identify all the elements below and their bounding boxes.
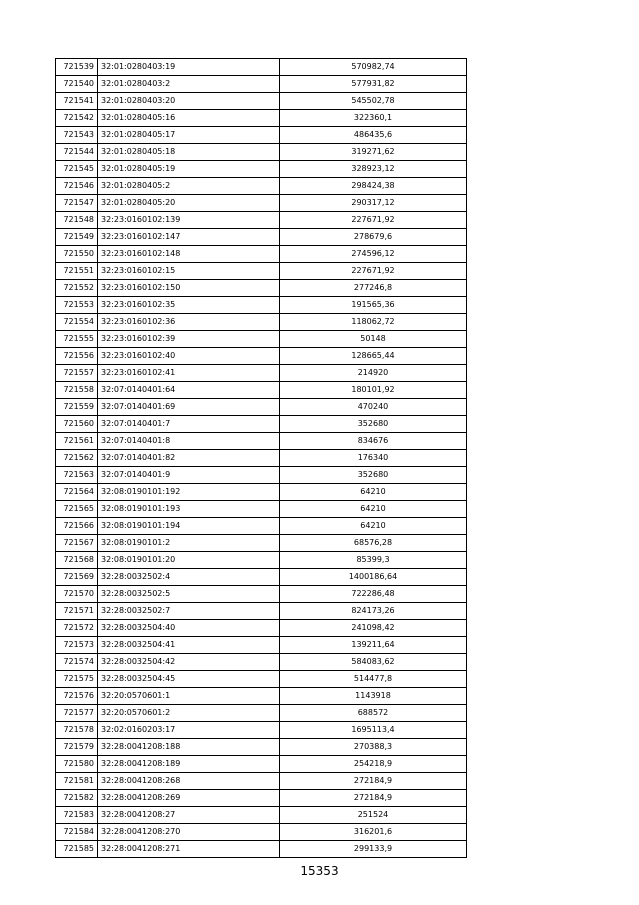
table-row [56,212,467,229]
cadastral-number-cell: 32:28:0041208:268 [98,773,280,790]
table-row [56,110,467,127]
table-row [56,263,467,280]
table-row [56,365,467,382]
cadastral-value-cell: 316201,6 [280,824,467,841]
table-row [56,586,467,603]
cadastral-value-cell: 118062,72 [280,314,467,331]
row-number-cell: 721574 [56,654,98,671]
cadastral-number-cell: 32:07:0140401:9 [98,467,280,484]
cadastral-number-cell: 32:23:0160102:40 [98,348,280,365]
row-number-cell: 721566 [56,518,98,535]
table-row [56,127,467,144]
table-row [56,59,467,76]
cadastral-number-cell: 32:20:0570601:1 [98,688,280,705]
cadastral-number-cell: 32:20:0570601:2 [98,705,280,722]
row-number-cell: 721548 [56,212,98,229]
row-number-cell: 721564 [56,484,98,501]
cadastral-value-cell: 290317,12 [280,195,467,212]
cadastral-value-cell: 85399,3 [280,552,467,569]
row-number-cell: 721541 [56,93,98,110]
row-number-cell: 721565 [56,501,98,518]
cadastral-value-cell: 1695113,4 [280,722,467,739]
cadastral-number-cell: 32:01:0280403:19 [98,59,280,76]
table-row [56,399,467,416]
cadastral-value-cell: 180101,92 [280,382,467,399]
row-number-cell: 721576 [56,688,98,705]
cadastral-number-cell: 32:23:0160102:39 [98,331,280,348]
cadastral-number-cell: 32:23:0160102:147 [98,229,280,246]
table-row [56,637,467,654]
cadastral-value-cell: 272184,9 [280,773,467,790]
cadastral-value-cell: 834676 [280,433,467,450]
cadastral-number-cell: 32:28:0032504:45 [98,671,280,688]
row-number-cell: 721584 [56,824,98,841]
table-row [56,552,467,569]
cadastral-number-cell: 32:28:0032502:7 [98,603,280,620]
table-row [56,705,467,722]
cadastral-number-cell: 32:28:0041208:27 [98,807,280,824]
cadastral-value-cell: 214920 [280,365,467,382]
table-row [56,314,467,331]
row-number-cell: 721557 [56,365,98,382]
row-number-cell: 721573 [56,637,98,654]
table-row [56,280,467,297]
table-row [56,569,467,586]
row-number-cell: 721560 [56,416,98,433]
cadastral-value-cell: 278679,6 [280,229,467,246]
cadastral-number-cell: 32:01:0280405:20 [98,195,280,212]
cadastral-number-cell: 32:23:0160102:41 [98,365,280,382]
row-number-cell: 721558 [56,382,98,399]
cadastral-value-cell: 514477,8 [280,671,467,688]
cadastral-number-cell: 32:23:0160102:148 [98,246,280,263]
cadastral-value-cell: 352680 [280,467,467,484]
table-row [56,535,467,552]
cadastral-value-cell: 64210 [280,484,467,501]
cadastral-number-cell: 32:01:0280405:16 [98,110,280,127]
cadastral-value-cell: 128665,44 [280,348,467,365]
table-row [56,841,467,858]
cadastral-value-cell: 584083,62 [280,654,467,671]
cadastral-value-cell: 227671,92 [280,263,467,280]
cadastral-value-cell: 577931,82 [280,76,467,93]
row-number-cell: 721539 [56,59,98,76]
cadastral-value-cell: 486435,6 [280,127,467,144]
row-number-cell: 721575 [56,671,98,688]
cadastral-value-cell: 298424,38 [280,178,467,195]
table-row [56,195,467,212]
table-row [56,501,467,518]
row-number-cell: 721583 [56,807,98,824]
cadastral-value-cell: 328923,12 [280,161,467,178]
cadastral-number-cell: 32:23:0160102:15 [98,263,280,280]
row-number-cell: 721580 [56,756,98,773]
cadastral-number-cell: 32:23:0160102:139 [98,212,280,229]
table-row [56,297,467,314]
table-row [56,654,467,671]
row-number-cell: 721542 [56,110,98,127]
row-number-cell: 721582 [56,790,98,807]
cadastral-value-cell: 270388,3 [280,739,467,756]
cadastral-number-cell: 32:08:0190101:192 [98,484,280,501]
cadastral-number-cell: 32:01:0280403:2 [98,76,280,93]
cadastral-number-cell: 32:23:0160102:36 [98,314,280,331]
cadastral-number-cell: 32:28:0032504:41 [98,637,280,654]
cadastral-number-cell: 32:01:0280405:17 [98,127,280,144]
table-row [56,450,467,467]
cadastral-number-cell: 32:07:0140401:7 [98,416,280,433]
row-number-cell: 721540 [56,76,98,93]
cadastral-value-cell: 64210 [280,518,467,535]
cadastral-value-cell: 274596,12 [280,246,467,263]
row-number-cell: 721561 [56,433,98,450]
row-number-cell: 721578 [56,722,98,739]
row-number-cell: 721581 [56,773,98,790]
cadastral-number-cell: 32:07:0140401:69 [98,399,280,416]
cadastral-number-cell: 32:08:0190101:193 [98,501,280,518]
cadastral-value-cell: 64210 [280,501,467,518]
cadastral-value-cell: 545502,78 [280,93,467,110]
cadastral-number-cell: 32:07:0140401:82 [98,450,280,467]
table-row [56,433,467,450]
row-number-cell: 721572 [56,620,98,637]
cadastral-value-cell: 688572 [280,705,467,722]
row-number-cell: 721555 [56,331,98,348]
row-number-cell: 721562 [56,450,98,467]
cadastral-number-cell: 32:07:0140401:8 [98,433,280,450]
row-number-cell: 721579 [56,739,98,756]
cadastral-number-cell: 32:28:0041208:188 [98,739,280,756]
table-row [56,688,467,705]
cadastral-value-cell: 68576,28 [280,535,467,552]
row-number-cell: 721567 [56,535,98,552]
cadastral-value-cell: 824173,26 [280,603,467,620]
table-row [56,467,467,484]
row-number-cell: 721577 [56,705,98,722]
table-row [56,756,467,773]
table-row [56,824,467,841]
row-number-cell: 721568 [56,552,98,569]
cadastral-value-cell: 319271,62 [280,144,467,161]
cadastral-value-cell: 1400186,64 [280,569,467,586]
cadastral-number-cell: 32:08:0190101:20 [98,552,280,569]
cadastral-value-cell: 251524 [280,807,467,824]
cadastral-number-cell: 32:23:0160102:35 [98,297,280,314]
cadastral-value-cell: 191565,36 [280,297,467,314]
cadastral-number-cell: 32:08:0190101:194 [98,518,280,535]
table-row [56,161,467,178]
cadastral-number-cell: 32:28:0032502:4 [98,569,280,586]
cadastral-value-table [55,58,467,858]
page-number: 15353 [300,864,339,878]
row-number-cell: 721570 [56,586,98,603]
table-row [56,382,467,399]
cadastral-number-cell: 32:28:0032502:5 [98,586,280,603]
row-number-cell: 721563 [56,467,98,484]
row-number-cell: 721554 [56,314,98,331]
cadastral-number-cell: 32:28:0041208:189 [98,756,280,773]
row-number-cell: 721543 [56,127,98,144]
cadastral-value-cell: 722286,48 [280,586,467,603]
cadastral-value-cell: 227671,92 [280,212,467,229]
row-number-cell: 721546 [56,178,98,195]
cadastral-value-cell: 570982,74 [280,59,467,76]
table-row [56,603,467,620]
cadastral-number-cell: 32:28:0041208:269 [98,790,280,807]
row-number-cell: 721547 [56,195,98,212]
table-row [56,671,467,688]
row-number-cell: 721569 [56,569,98,586]
row-number-cell: 721550 [56,246,98,263]
table-body [56,59,467,858]
cadastral-value-cell: 470240 [280,399,467,416]
cadastral-value-cell: 299133,9 [280,841,467,858]
row-number-cell: 721559 [56,399,98,416]
table-row [56,144,467,161]
cadastral-value-cell: 254218,9 [280,756,467,773]
cadastral-value-cell: 50148 [280,331,467,348]
row-number-cell: 721544 [56,144,98,161]
table-row [56,331,467,348]
table-row [56,93,467,110]
table-row [56,76,467,93]
table-row [56,229,467,246]
cadastral-value-cell: 272184,9 [280,790,467,807]
row-number-cell: 721551 [56,263,98,280]
table-row [56,484,467,501]
table-row [56,246,467,263]
cadastral-number-cell: 32:01:0280405:18 [98,144,280,161]
cadastral-value-cell: 277246,8 [280,280,467,297]
cadastral-value-cell: 176340 [280,450,467,467]
cadastral-number-cell: 32:01:0280405:19 [98,161,280,178]
cadastral-number-cell: 32:23:0160102:150 [98,280,280,297]
cadastral-number-cell: 32:28:0041208:270 [98,824,280,841]
table-row [56,416,467,433]
table-row [56,739,467,756]
row-number-cell: 721549 [56,229,98,246]
cadastral-value-cell: 139211,64 [280,637,467,654]
table-row [56,178,467,195]
row-number-cell: 721556 [56,348,98,365]
cadastral-value-cell: 241098,42 [280,620,467,637]
table-row [56,722,467,739]
row-number-cell: 721585 [56,841,98,858]
cadastral-value-cell: 1143918 [280,688,467,705]
cadastral-number-cell: 32:28:0032504:42 [98,654,280,671]
cadastral-value-cell: 322360,1 [280,110,467,127]
table-row [56,518,467,535]
table-row [56,620,467,637]
table-row [56,348,467,365]
cadastral-number-cell: 32:02:0160203:17 [98,722,280,739]
cadastral-number-cell: 32:01:0280403:20 [98,93,280,110]
row-number-cell: 721552 [56,280,98,297]
cadastral-number-cell: 32:01:0280405:2 [98,178,280,195]
cadastral-number-cell: 32:28:0041208:271 [98,841,280,858]
table-row [56,773,467,790]
cadastral-value-cell: 352680 [280,416,467,433]
cadastral-number-cell: 32:28:0032504:40 [98,620,280,637]
row-number-cell: 721545 [56,161,98,178]
table-row [56,790,467,807]
cadastral-number-cell: 32:07:0140401:64 [98,382,280,399]
cadastral-number-cell: 32:08:0190101:2 [98,535,280,552]
row-number-cell: 721553 [56,297,98,314]
row-number-cell: 721571 [56,603,98,620]
table-row [56,807,467,824]
